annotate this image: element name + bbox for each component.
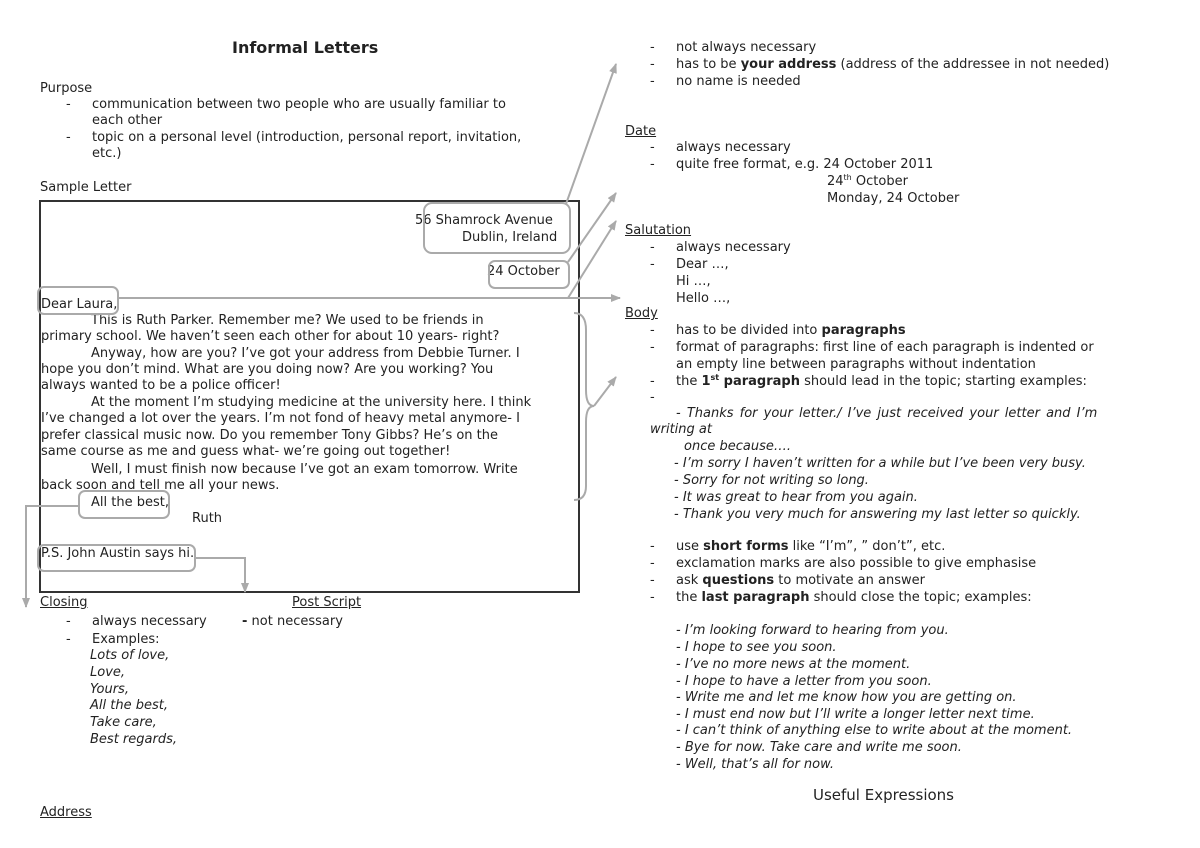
salutation-example: Hello …, (676, 291, 731, 306)
address-heading: Address (40, 805, 92, 820)
postscript-item: - not necessary (242, 614, 343, 629)
letter-body-line: This is Ruth Parker. Remember me? We used to be friends in (91, 313, 484, 328)
closing-example: Take care, (90, 715, 157, 730)
closing-item: - Examples: (66, 632, 160, 647)
salutation-item: - Dear …, (650, 257, 729, 272)
letter-body-line: At the moment I’m studying medicine at the university here. I think (91, 395, 532, 410)
body-item: - the 1st paragraph should lead in the topic; starting examples: (650, 373, 1087, 389)
body-item: - format of paragraphs: first line of each paragraph is indented or (650, 340, 1094, 355)
end-example: - I hope to have a letter from you soon. (676, 674, 932, 689)
body-arrow (594, 377, 616, 406)
letter-body-line: always wanted to be a police officer! (41, 378, 281, 393)
start-example: - Sorry for not writing so long. (674, 473, 869, 488)
purpose-item: - topic on a personal level (introduction, personal report, invitation, (66, 130, 522, 145)
purpose-heading: Purpose (40, 81, 93, 96)
sample-letter-heading: Sample Letter (40, 180, 132, 195)
letter-postscript: P.S. John Austin says hi. (41, 546, 195, 561)
letter-address-line1: 56 Shamrock Avenue (415, 213, 553, 228)
purpose-item: - communication between two people who are usually familiar to (66, 97, 506, 112)
date-item: - quite free format, e.g. 24 October 2011 (650, 157, 934, 172)
address-item: - not always necessary (650, 40, 817, 55)
letter-body-line: I’ve changed a lot over the years. I’m not fond of heavy metal anymore- I (41, 411, 520, 426)
closing-example: All the best, (90, 698, 168, 713)
letter-body-line: prefer classical music now. Do you remember Tony Gibbs? He’s on the (41, 428, 499, 443)
date-format-example: 24th October (827, 173, 908, 189)
letter-address-line2: Dublin, Ireland (462, 230, 558, 245)
body-item: - exclamation marks are also possible to give emphasise (650, 556, 1037, 571)
body-item-empty: - (650, 390, 655, 405)
purpose-item-cont: etc.) (92, 146, 122, 161)
letter-body-line: Anyway, how are you? I’ve got your address from Debbie Turner. I (91, 346, 520, 361)
salutation-item: - always necessary (650, 240, 791, 255)
end-example: - I hope to see you soon. (676, 640, 837, 655)
body-item: - the last paragraph should close the topic; examples: (650, 590, 1032, 605)
salutation-example: Hi …, (676, 274, 711, 289)
address-item: - has to be your address (address of the addressee in not needed) (650, 57, 1110, 72)
letter-body-line: same course as me and guess what- we’re going out together! (41, 444, 451, 459)
letter-body-line: primary school. We haven’t seen each other for about 10 years- right? (41, 329, 500, 344)
start-example-cont: once because…. (684, 439, 791, 454)
start-example: - I’m sorry I haven’t written for a while but I’ve been very busy. (674, 456, 1086, 471)
body-item: - use short forms like “I’m”, ” don’t”, etc. (650, 539, 946, 554)
end-example: - Bye for now. Take care and write me soon. (676, 740, 962, 755)
end-example: - I must end now but I’ll write a longer letter next time. (676, 707, 1035, 722)
letter-closing: All the best, (91, 495, 169, 510)
end-example: - Well, that’s all for now. (676, 757, 835, 772)
date-heading: Date (625, 124, 657, 139)
letter-body-line: hope you don’t mind. What are you doing now? Are you working? You (41, 362, 494, 377)
address-item: - no name is needed (650, 74, 801, 89)
body-item-cont: an empty line between paragraphs without indentation (676, 357, 1036, 372)
start-example-cont: writing at (650, 422, 712, 437)
date-item: - always necessary (650, 140, 791, 155)
purpose-item-cont: each other (92, 113, 163, 128)
start-example: - It was great to hear from you again. (674, 490, 918, 505)
letter-salutation: Dear Laura, (41, 297, 118, 312)
letter-date: 24 October (487, 264, 560, 279)
closing-example: Best regards, (90, 732, 177, 747)
salutation-heading: Salutation (625, 223, 692, 238)
start-example: - Thanks for your letter./ I’ve just received your letter and I’m (676, 406, 1098, 421)
address-arrow (566, 64, 616, 204)
letter-body-line: back soon and tell me all your news. (41, 478, 280, 493)
page-title: Informal Letters (232, 38, 379, 57)
start-example: - Thank you very much for answering my last letter so quickly. (674, 507, 1081, 522)
date-format-example: Monday, 24 October (827, 191, 960, 206)
letter-signature: Ruth (192, 511, 223, 526)
body-item: - has to be divided into paragraphs (650, 323, 906, 338)
closing-heading: Closing (40, 595, 88, 610)
closing-example: Love, (90, 665, 126, 680)
closing-example: Lots of love, (90, 648, 170, 663)
end-example: - Write me and let me know how you are getting on. (676, 690, 1017, 705)
postscript-heading: Post Script (292, 595, 362, 610)
end-example: - I’m looking forward to hearing from you. (676, 623, 949, 638)
useful-expressions-heading: Useful Expressions (813, 786, 954, 804)
closing-example: Yours, (90, 682, 129, 697)
closing-item: - always necessary (66, 614, 207, 629)
end-example: - I’ve no more news at the moment. (676, 657, 911, 672)
body-heading: Body (625, 306, 658, 321)
end-example: - I can’t think of anything else to write about at the moment. (676, 723, 1073, 738)
body-item: - ask questions to motivate an answer (650, 573, 925, 588)
letter-body-line: Well, I must finish now because I’ve got an exam tomorrow. Write (91, 462, 518, 477)
